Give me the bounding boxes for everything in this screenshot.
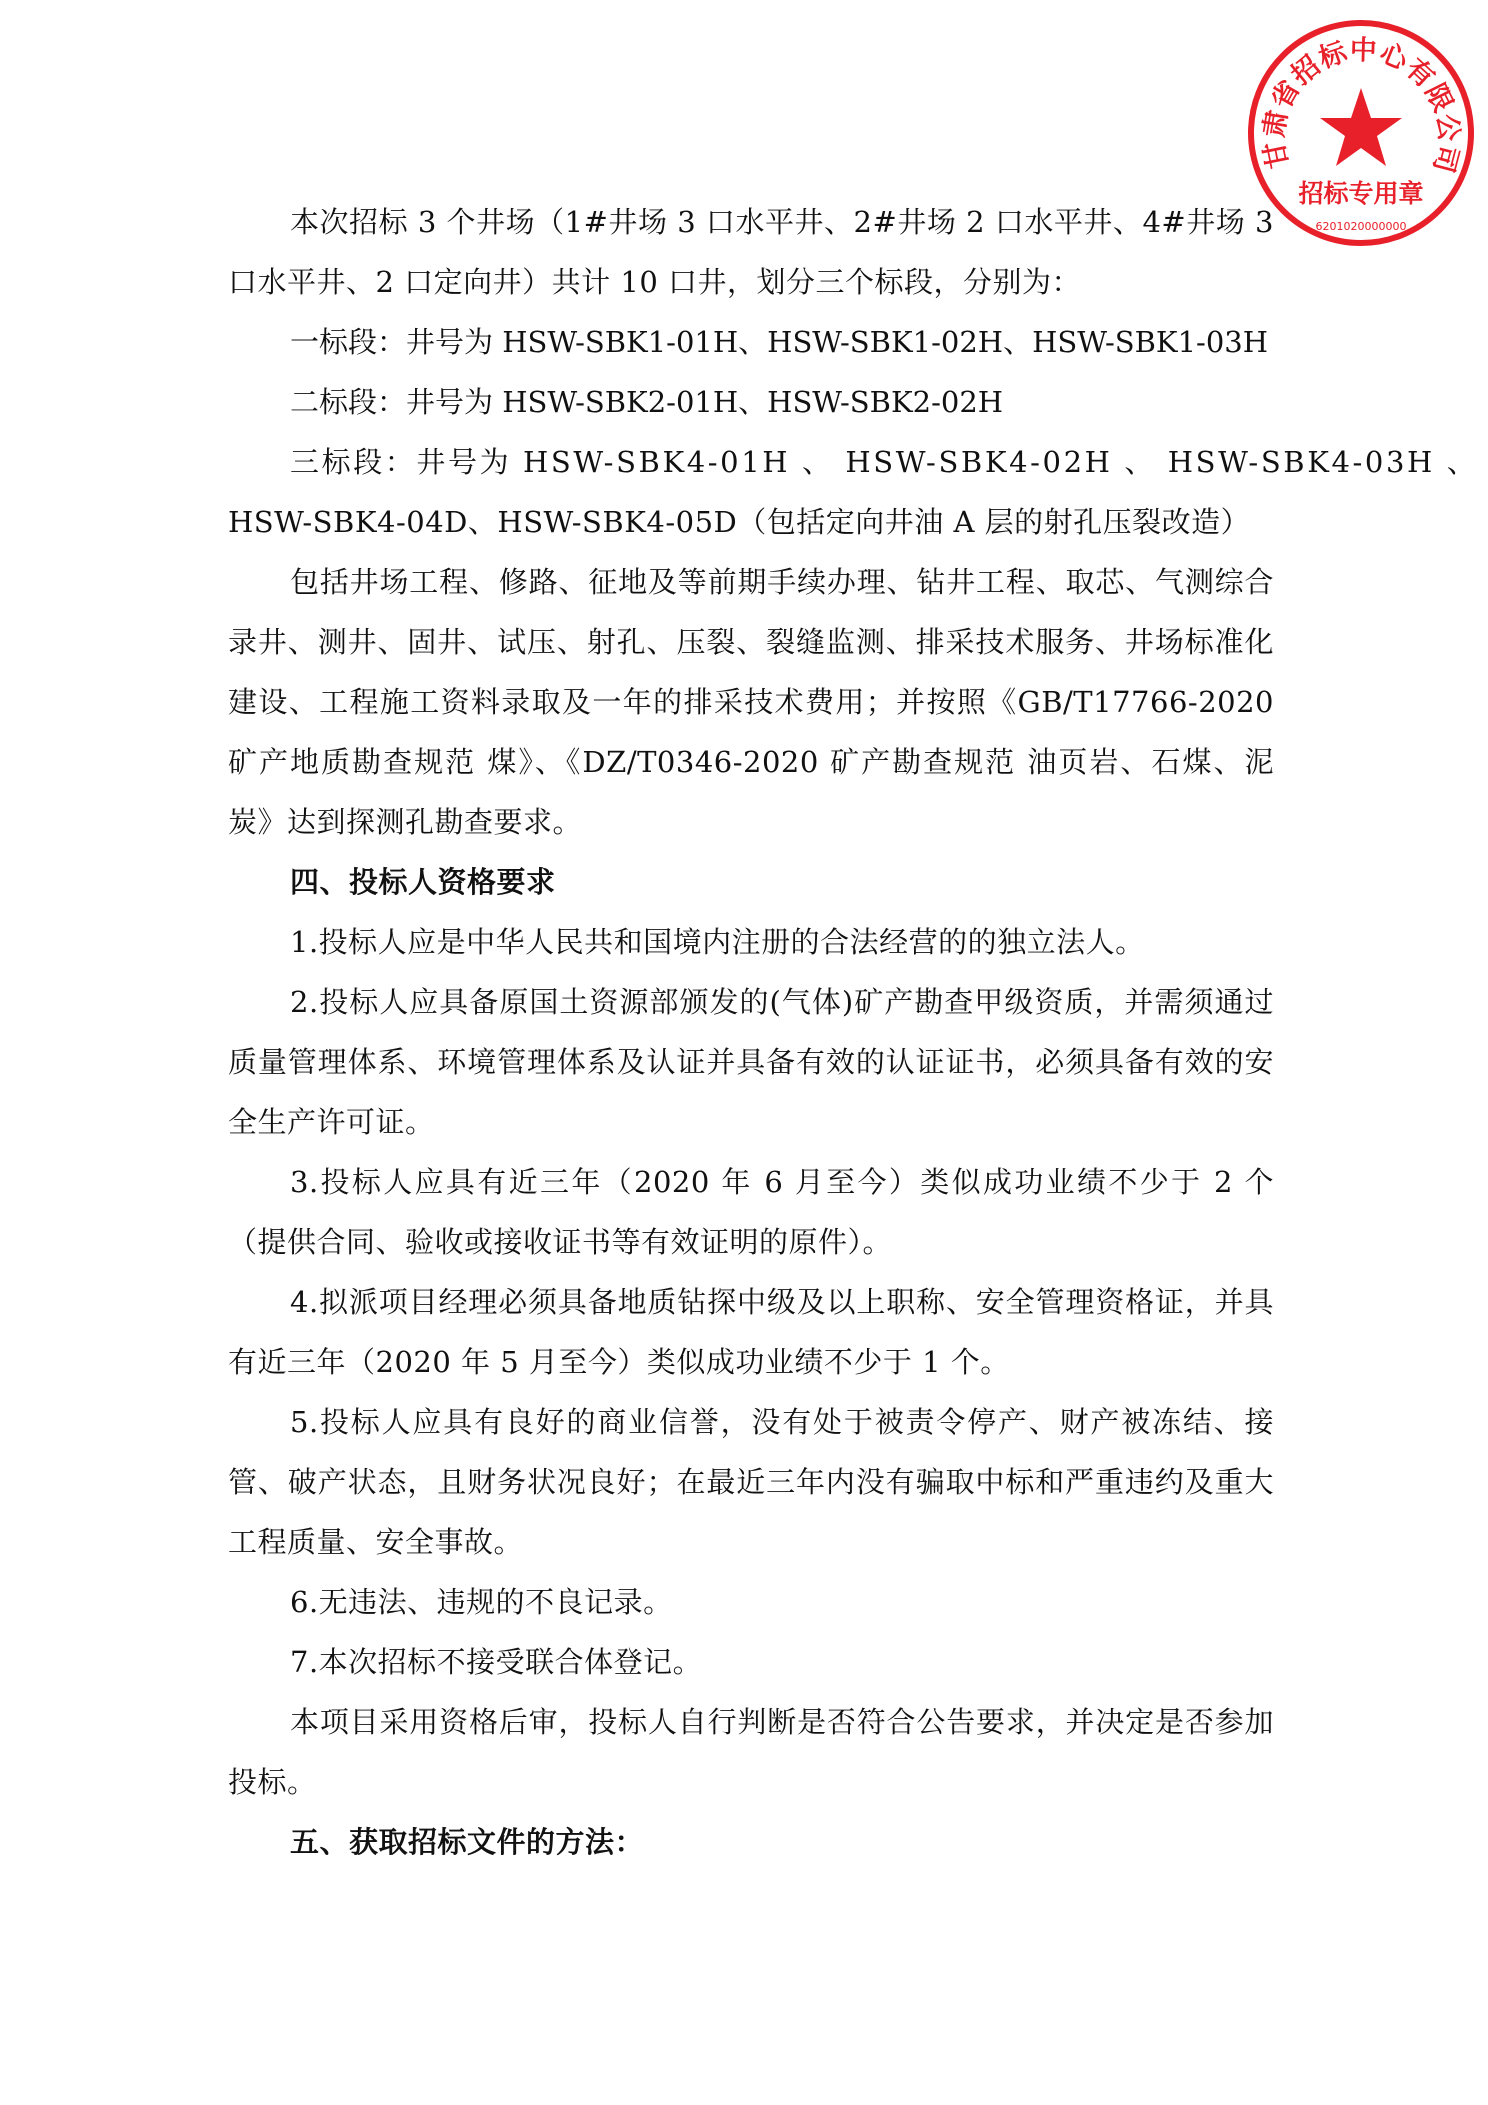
qualification-review-note: 本项目采用资格后审，投标人自行判断是否符合公告要求，并决定是否参加投标。	[228, 1705, 1274, 1799]
requirement-item-5: 5.投标人应具有良好的商业信誉，没有处于被责令停产、财产被冻结、接管、破产状态，且财务状况良好；在最近三年内没有骗取中标和严重违约及重大工程质量、安全事故。	[228, 1405, 1274, 1559]
bid-scope-paragraph: 本次招标 3 个井场（1#井场 3 口水平井、2#井场 2 口水平井、4#井场 3 口水平井、2 口定向井）共计 10 口井，划分三个标段，分别为：	[228, 205, 1274, 299]
requirement-item-3: 3.投标人应具有近三年（2020 年 6 月至今）类似成功业绩不少于 2 个（提供合同、验收或接收证书等有效证明的原件）。	[228, 1165, 1274, 1259]
section-5-heading: 五、获取招标文件的方法：	[290, 1825, 645, 1859]
seal-star-icon	[1320, 88, 1402, 166]
seal-label: 招标专用章	[1298, 179, 1424, 208]
seal-org-name: 甘肃省招标中心有限公司	[1258, 34, 1465, 177]
seal-serial: 6201020000000	[1315, 220, 1407, 233]
work-content-paragraph: 包括井场工程、修路、征地及等前期手续办理、钻井工程、取芯、气测综合录井、测井、固井、试压、射孔、压裂、裂缝监测、排采技术服务、井场标准化建设、工程施工资料录取及一年的排采技术费用；并按照《GB/T17766-2020 矿产地质勘查规范 煤》、《DZ/T0346-2020 矿产勘查规范 油页岩、石煤、泥炭》达到探测孔勘查要求。	[228, 565, 1274, 839]
lot-1-line: 一标段：井号为 HSW-SBK1-01H、HSW-SBK1-02H、HSW-SBK1-03H	[290, 325, 1269, 359]
official-seal-stamp	[1244, 16, 1478, 250]
requirement-item-6: 6.无违法、违规的不良记录。	[290, 1585, 673, 1619]
section-4-heading: 四、投标人资格要求	[290, 865, 556, 899]
lot-2-line: 二标段：井号为 HSW-SBK2-01H、HSW-SBK2-02H	[290, 385, 1004, 419]
requirement-item-4: 4.拟派项目经理必须具备地质钻探中级及以上职称、安全管理资格证，并具有近三年（2020 年 5 月至今）类似成功业绩不少于 1 个。	[228, 1285, 1274, 1379]
lot-3-continuation: HSW-SBK4-04D、HSW-SBK4-05D（包括定向井油 A 层的射孔压裂改造）	[228, 505, 1251, 539]
lot-3-line: 三标段：井号为 HSW-SBK4-01H 、 HSW-SBK4-02H 、 HSW-SBK4-03H 、	[290, 445, 1479, 479]
requirement-item-1: 1.投标人应是中华人民共和国境内注册的合法经营的的独立法人。	[290, 925, 1145, 959]
requirement-item-7: 7.本次招标不接受联合体登记。	[290, 1645, 703, 1679]
requirement-item-2: 2.投标人应具备原国土资源部颁发的(气体)矿产勘查甲级资质，并需须通过质量管理体系、环境管理体系及认证并具备有效的认证证书，必须具备有效的安全生产许可证。	[228, 985, 1274, 1139]
